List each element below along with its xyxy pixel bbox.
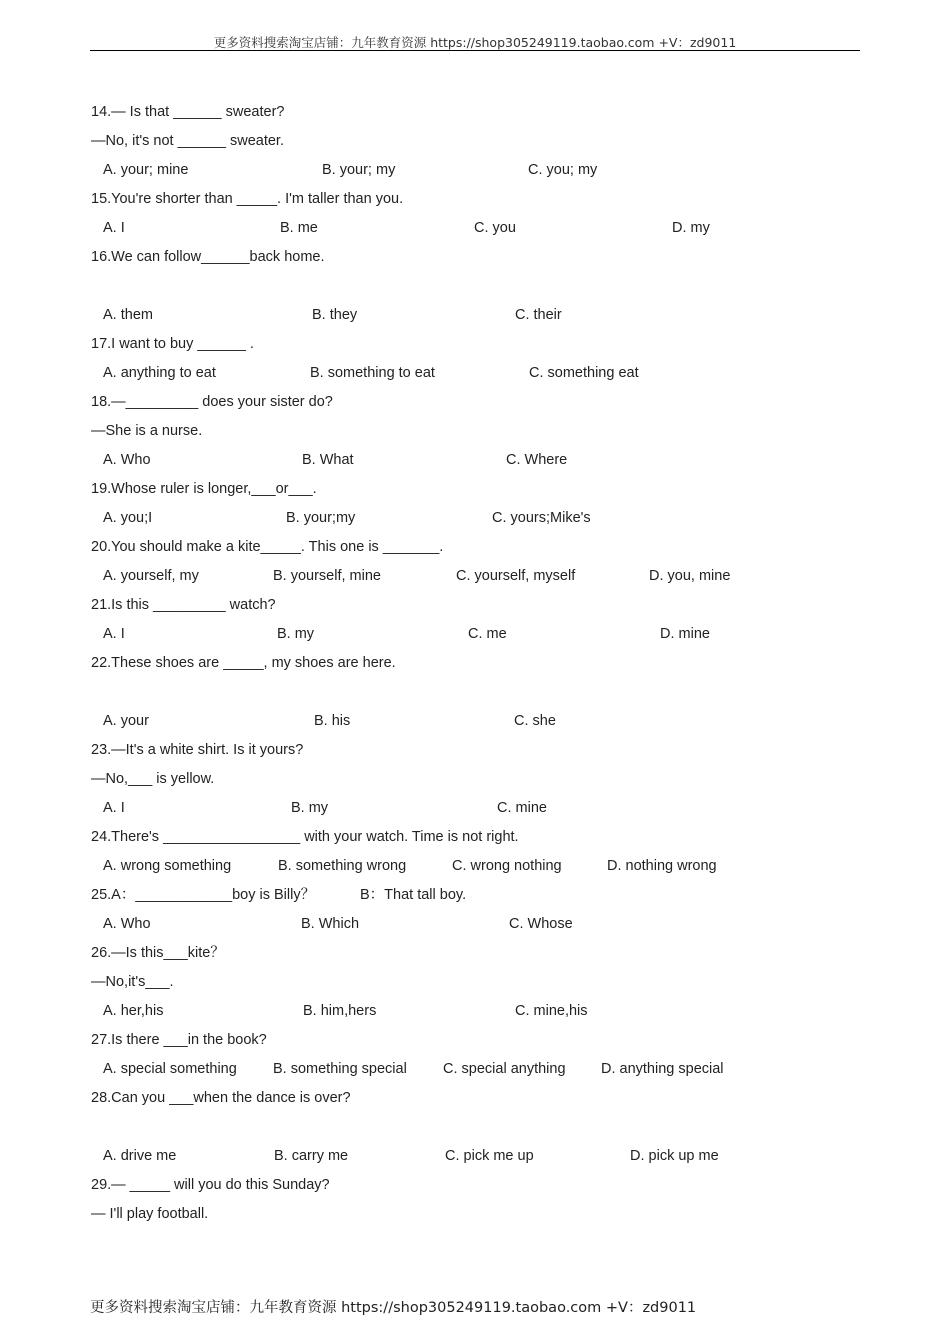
question-24-stem: 24.There's _________________ with your watch. Time is not right.	[91, 829, 519, 845]
question-29-stem: 29.— _____ will you do this Sunday?	[91, 1177, 330, 1193]
option-d[interactable]: D. mine	[660, 626, 710, 642]
question-15-stem: 15.You're shorter than _____. I'm taller than you.	[91, 191, 404, 207]
option-a[interactable]: A. you;I	[103, 510, 153, 526]
page-footer: 更多资料搜索淘宝店铺：九年教育资源 https://shop305249119.taobao.com +V：zd9011	[90, 1300, 697, 1316]
question-14-options	[91, 156, 861, 185]
option-c[interactable]: C. pick me up	[445, 1148, 534, 1164]
question-16-options	[91, 301, 861, 330]
question-18-line2: —She is a nurse.	[91, 423, 203, 439]
question-list	[91, 98, 861, 1229]
question-21-stem: 21.Is this _________ watch?	[91, 597, 276, 613]
option-b[interactable]: B. What	[302, 452, 354, 468]
option-b[interactable]: B. yourself, mine	[273, 568, 381, 584]
question-28-options	[91, 1142, 861, 1171]
question-15-options	[91, 214, 861, 243]
header-rule	[90, 50, 860, 51]
option-c[interactable]: C. wrong nothing	[452, 858, 562, 874]
option-b[interactable]: B. Which	[301, 916, 360, 932]
option-b[interactable]: B. him,hers	[303, 1003, 377, 1019]
option-c[interactable]: C. special anything	[443, 1061, 566, 1077]
option-b[interactable]: B. something to eat	[310, 365, 435, 381]
option-a[interactable]: A. I	[103, 800, 125, 816]
question-25-part-b: B：That tall boy.	[360, 887, 467, 903]
question-24-options	[91, 852, 861, 881]
question-26-line2: —No,it's___.	[91, 974, 174, 990]
question-18-options	[91, 446, 861, 475]
question-17-stem: 17.I want to buy ______ .	[91, 336, 254, 352]
option-a[interactable]: A. special something	[103, 1061, 237, 1077]
question-17-options	[91, 359, 861, 388]
question-23-line2: —No,___ is yellow.	[91, 771, 215, 787]
question-23-stem: 23.—It's a white shirt. Is it yours?	[91, 742, 304, 758]
option-b[interactable]: B. carry me	[274, 1148, 349, 1164]
option-a[interactable]: A. wrong something	[103, 858, 232, 874]
option-c[interactable]: C. you	[474, 220, 516, 236]
question-21-options	[91, 620, 861, 649]
option-c[interactable]: C. something eat	[529, 365, 639, 381]
question-23-options	[91, 794, 861, 823]
option-d[interactable]: D. pick up me	[630, 1148, 719, 1164]
question-19-stem: 19.Whose ruler is longer,___or___.	[91, 481, 317, 497]
option-b[interactable]: B. your; my	[322, 162, 396, 178]
question-20-stem: 20.You should make a kite_____. This one is _______.	[91, 539, 444, 555]
option-c[interactable]: C. yourself, myself	[456, 568, 576, 584]
question-16-stem: 16.We can follow______back home.	[91, 249, 325, 265]
option-a[interactable]: A. I	[103, 626, 125, 642]
option-a[interactable]: A. your; mine	[103, 162, 189, 178]
question-29-line2: — I'll play football.	[91, 1206, 209, 1222]
option-b[interactable]: B. my	[291, 800, 329, 816]
option-c[interactable]: C. Where	[506, 452, 568, 468]
option-b[interactable]: B. me	[280, 220, 318, 236]
question-20-options	[91, 562, 861, 591]
option-a[interactable]: A. Who	[103, 452, 151, 468]
option-a[interactable]: A. anything to eat	[103, 365, 216, 381]
question-25-stem	[91, 881, 861, 910]
option-a[interactable]: A. her,his	[103, 1003, 164, 1019]
question-14-line2: —No, it's not ______ sweater.	[91, 133, 284, 149]
question-25-options	[91, 910, 861, 939]
question-27-options	[91, 1055, 861, 1084]
question-27-stem: 27.Is there ___in the book?	[91, 1032, 267, 1048]
option-a[interactable]: A. yourself, my	[103, 568, 199, 584]
option-c[interactable]: C. their	[515, 307, 562, 323]
option-c[interactable]: C. she	[514, 713, 556, 729]
option-b[interactable]: B. something special	[273, 1061, 407, 1077]
option-c[interactable]: C. Whose	[509, 916, 573, 932]
option-b[interactable]: B. my	[277, 626, 315, 642]
option-d[interactable]: D. nothing wrong	[607, 858, 717, 874]
option-c[interactable]: C. mine	[497, 800, 547, 816]
option-c[interactable]: C. you; my	[528, 162, 598, 178]
question-14-stem: 14.— Is that ______ sweater?	[91, 104, 285, 120]
option-c[interactable]: C. mine,his	[515, 1003, 588, 1019]
option-b[interactable]: B. your;my	[286, 510, 356, 526]
question-22-options	[91, 707, 861, 736]
question-22-stem: 22.These shoes are _____, my shoes are here.	[91, 655, 396, 671]
option-d[interactable]: D. you, mine	[649, 568, 731, 584]
question-26-options	[91, 997, 861, 1026]
option-b[interactable]: B. his	[314, 713, 351, 729]
option-d[interactable]: D. my	[672, 220, 710, 236]
page-header: 更多资料搜索淘宝店铺：九年教育资源 https://shop305249119.taobao.com +V：zd9011	[213, 35, 737, 50]
option-a[interactable]: A. I	[103, 220, 125, 236]
option-c[interactable]: C. me	[468, 626, 507, 642]
option-a[interactable]: A. your	[103, 713, 149, 729]
question-26-stem: 26.—Is this___kite？	[91, 945, 225, 961]
question-28-stem: 28.Can you ___when the dance is over?	[91, 1090, 351, 1106]
question-18-stem: 18.—_________ does your sister do?	[91, 394, 333, 410]
option-b[interactable]: B. they	[312, 307, 358, 323]
option-a[interactable]: A. them	[103, 307, 153, 323]
option-a[interactable]: A. drive me	[103, 1148, 177, 1164]
option-a[interactable]: A. Who	[103, 916, 151, 932]
option-b[interactable]: B. something wrong	[278, 858, 407, 874]
option-d[interactable]: D. anything special	[601, 1061, 724, 1077]
question-19-options	[91, 504, 861, 533]
option-c[interactable]: C. yours;Mike's	[492, 510, 591, 526]
question-25-part-a: 25.A：____________boy is Billy？	[91, 887, 316, 903]
